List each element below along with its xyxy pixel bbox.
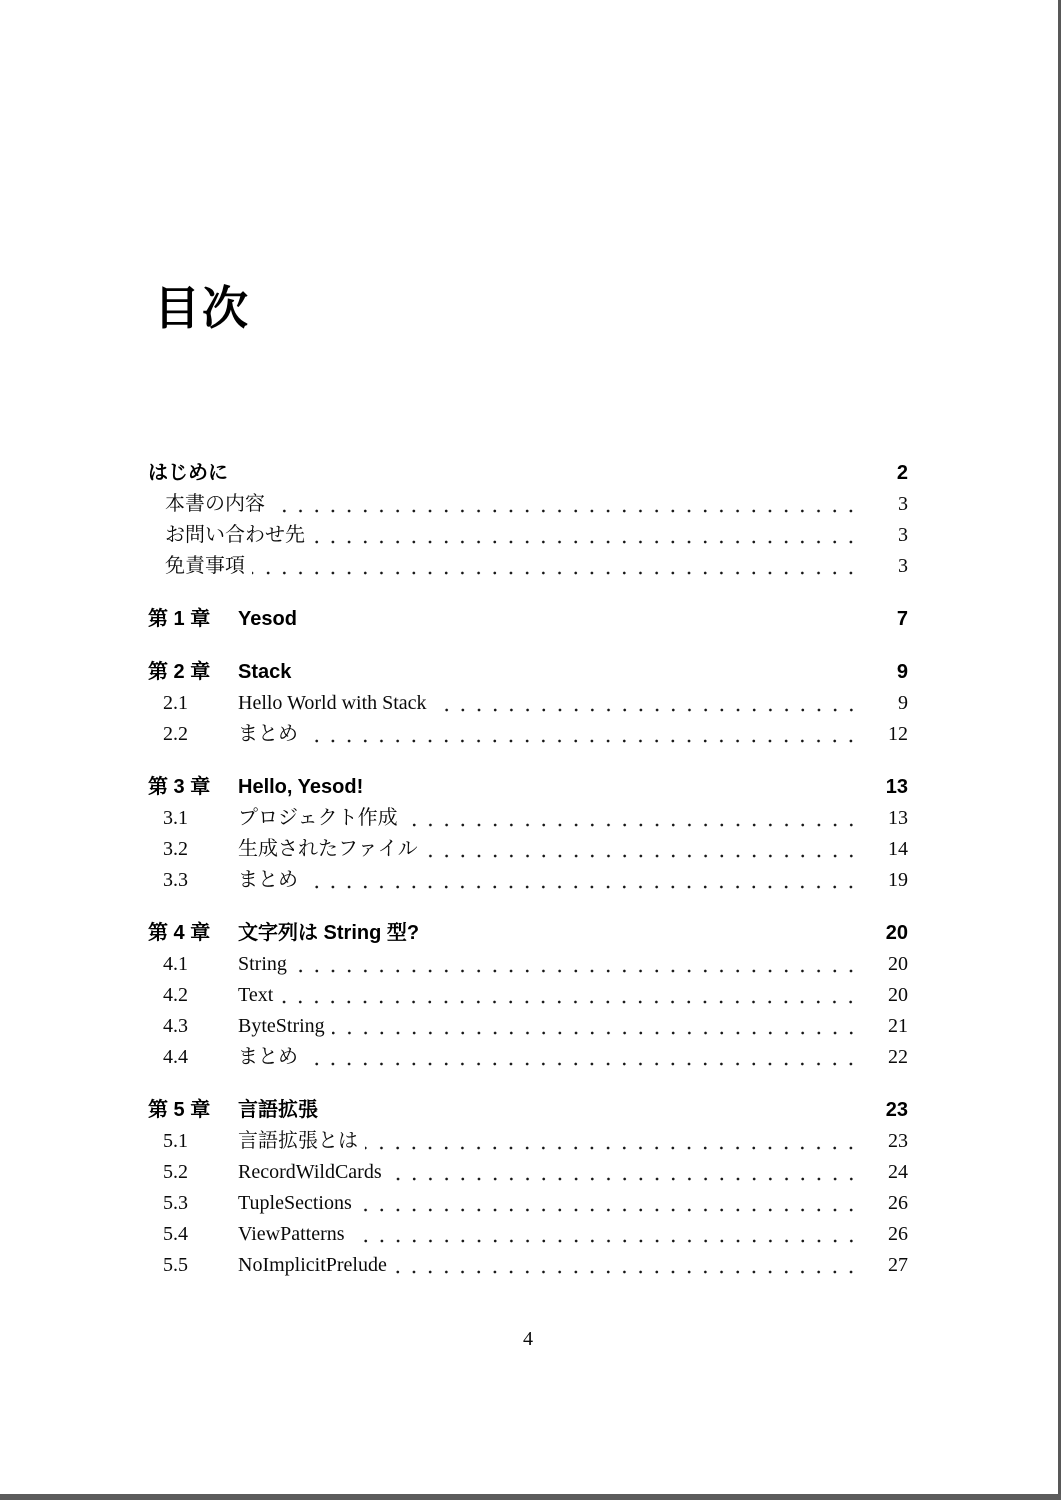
chapter-page-number: 2 (896, 462, 908, 484)
toc-section-row (148, 1219, 908, 1250)
section-page-number: 22 (888, 1046, 908, 1068)
toc-list (148, 458, 908, 1281)
toc-group (148, 657, 908, 750)
section-number: 3.2 (163, 838, 188, 860)
section-number: 2.1 (163, 692, 188, 714)
toc-section-row (148, 688, 908, 719)
chapter-page-number: 23 (885, 1099, 908, 1121)
toc-section-row (148, 980, 908, 1011)
section-number: 2.2 (163, 723, 188, 745)
section-number: 4.2 (163, 984, 188, 1006)
section-title: まとめ (238, 723, 298, 745)
section-page-number: 3 (898, 555, 908, 577)
dot-leader (389, 1157, 862, 1188)
section-page-number: 14 (888, 838, 908, 860)
toc-section-row (148, 803, 908, 834)
toc-section-row (148, 1126, 908, 1157)
toc-chapter-row (148, 772, 908, 803)
section-title: ByteString (238, 1015, 325, 1037)
section-page-number: 20 (888, 984, 908, 1006)
toc-group (148, 1095, 908, 1281)
toc-section-row (148, 489, 908, 520)
chapter-title: Stack (238, 661, 292, 683)
dot-leader (332, 1011, 862, 1042)
section-page-number: 26 (888, 1223, 908, 1245)
footer-page-number: 4 (523, 1328, 533, 1350)
section-page-number: 3 (898, 493, 908, 515)
toc-section-row (148, 834, 908, 865)
section-title: まとめ (238, 1046, 298, 1068)
section-title: Text (238, 984, 274, 1006)
dot-leader (312, 520, 862, 551)
chapter-label: 第 3 章 (148, 776, 211, 798)
chapter-label: 第 5 章 (148, 1099, 211, 1121)
dot-leader (405, 803, 862, 834)
section-page-number: 13 (888, 807, 908, 829)
toc-section-row (148, 949, 908, 980)
dot-leader (294, 949, 862, 980)
dot-leader (425, 834, 862, 865)
section-number: 5.4 (163, 1223, 188, 1245)
dot-leader (305, 719, 862, 750)
section-page-number: 21 (888, 1015, 908, 1037)
toc-section-row (148, 865, 908, 896)
section-title: プロジェクト作成 (238, 807, 398, 829)
dot-leader (434, 688, 862, 719)
section-title: NoImplicitPrelude (238, 1254, 387, 1276)
section-number: 4.3 (163, 1015, 188, 1037)
section-page-number: 23 (888, 1130, 908, 1152)
toc-group (148, 772, 908, 896)
section-number: 3.3 (163, 869, 188, 891)
dot-leader (359, 1188, 862, 1219)
chapter-title: 文字列は String 型? (238, 922, 420, 944)
chapter-title: 言語拡張 (238, 1099, 318, 1121)
section-number: 5.5 (163, 1254, 188, 1276)
section-page-number: 19 (888, 869, 908, 891)
page-edge-bottom (0, 1494, 1061, 1500)
dot-leader (305, 865, 862, 896)
section-title: String (238, 953, 287, 975)
dot-leader (365, 1126, 862, 1157)
section-number: 5.3 (163, 1192, 188, 1214)
toc-heading: 目次 (154, 282, 250, 334)
section-page-number: 12 (888, 723, 908, 745)
toc-group (148, 604, 908, 635)
dot-leader (394, 1250, 862, 1281)
chapter-title: Hello, Yesod! (238, 776, 364, 798)
chapter-label: 第 4 章 (148, 922, 211, 944)
toc-group (148, 458, 908, 582)
section-page-number: 9 (898, 692, 908, 714)
dot-leader (272, 489, 862, 520)
toc-chapter-row (148, 657, 908, 688)
section-title: お問い合わせ先 (165, 524, 305, 546)
chapter-label: 第 2 章 (148, 661, 211, 683)
section-title: Hello World with Stack (238, 692, 427, 714)
section-title: TupleSections (238, 1192, 352, 1214)
section-title: まとめ (238, 869, 298, 891)
chapter-page-number: 13 (885, 776, 908, 798)
section-number: 5.1 (163, 1130, 188, 1152)
chapter-page-number: 7 (896, 608, 908, 630)
section-number: 4.4 (163, 1046, 188, 1068)
toc-section-row (148, 719, 908, 750)
section-title: 言語拡張とは (238, 1130, 358, 1152)
toc-section-row (148, 1188, 908, 1219)
toc-chapter-row (148, 604, 908, 635)
section-number: 4.1 (163, 953, 188, 975)
toc-section-row (148, 1042, 908, 1073)
toc-section-row (148, 1250, 908, 1281)
chapter-title: はじめに (148, 462, 228, 484)
section-number: 3.1 (163, 807, 188, 829)
toc-section-row (148, 551, 908, 582)
section-page-number: 26 (888, 1192, 908, 1214)
section-title: ViewPatterns (238, 1223, 345, 1245)
section-page-number: 3 (898, 524, 908, 546)
dot-leader (352, 1219, 862, 1250)
toc-chapter-row (148, 1095, 908, 1126)
section-title: RecordWildCards (238, 1161, 382, 1183)
toc-section-row (148, 1157, 908, 1188)
toc-chapter-row (148, 458, 908, 489)
dot-leader (305, 1042, 862, 1073)
dot-leader (252, 551, 862, 582)
chapter-label: 第 1 章 (148, 608, 211, 630)
toc-group (148, 918, 908, 1073)
section-title: 生成されたファイル (238, 838, 418, 860)
dot-leader (280, 980, 862, 1011)
section-title: 免責事項 (165, 555, 245, 577)
section-title: 本書の内容 (165, 493, 265, 515)
section-page-number: 20 (888, 953, 908, 975)
section-page-number: 24 (888, 1161, 908, 1183)
toc-section-row (148, 520, 908, 551)
chapter-title: Yesod (238, 608, 297, 630)
toc-chapter-row (148, 918, 908, 949)
toc-section-row (148, 1011, 908, 1042)
section-number: 5.2 (163, 1161, 188, 1183)
chapter-page-number: 20 (885, 922, 908, 944)
chapter-page-number: 9 (896, 661, 908, 683)
section-page-number: 27 (888, 1254, 908, 1276)
